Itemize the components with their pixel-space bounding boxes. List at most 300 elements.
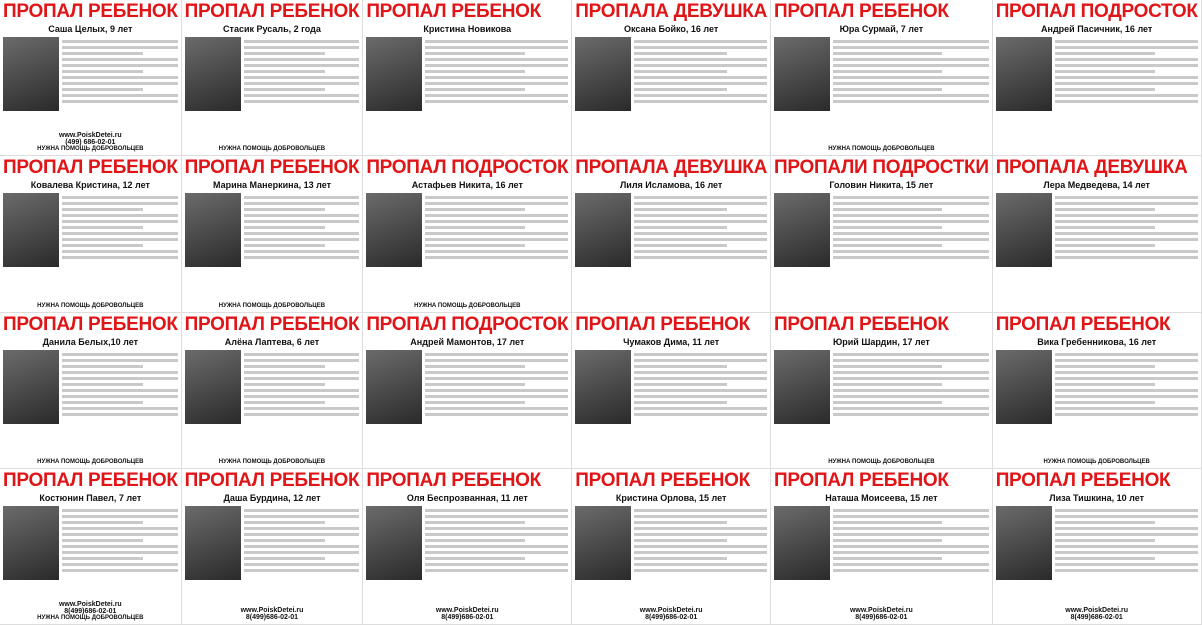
child-photo — [366, 350, 422, 424]
poster-name: Вика Гребенникова, 16 лет — [1037, 336, 1157, 347]
text-line — [833, 208, 942, 211]
poster-header: ПРОПАЛ РЕБЕНОК — [184, 469, 360, 491]
text-line — [1055, 202, 1198, 205]
child-photo — [366, 506, 422, 580]
poster-name: Кристина Новикова — [423, 24, 512, 34]
text-line — [634, 365, 727, 368]
text-line — [833, 64, 989, 67]
text-line — [634, 238, 767, 241]
text-line — [244, 377, 360, 380]
text-line — [425, 407, 568, 410]
text-line — [244, 395, 360, 398]
text-line — [244, 515, 360, 518]
poster-body — [3, 37, 178, 140]
poster-name: Стасик Русаль, 2 года — [223, 24, 321, 34]
volunteers-needed: НУЖНА ПОМОЩЬ ДОБРОВОЛЬЦЕВ — [828, 146, 935, 153]
text-line — [244, 383, 325, 386]
phone-number: 8(499)686-02-01 — [645, 614, 698, 621]
poster-body — [3, 506, 178, 606]
poster-header: ПРОПАЛ РЕБЕНОК — [575, 469, 750, 491]
text-line — [833, 250, 989, 253]
text-line — [425, 82, 568, 85]
text-line — [425, 515, 568, 518]
text-line — [62, 545, 178, 548]
text-line — [1055, 46, 1198, 49]
poster-header: ПРОПАЛ РЕБЕНОК — [184, 1, 360, 22]
text-line — [634, 214, 767, 217]
child-photo — [774, 506, 830, 580]
poster-header: ПРОПАЛ РЕБЕНОК — [184, 313, 360, 335]
text-line — [62, 46, 178, 49]
missing-poster — [363, 469, 572, 625]
site-link[interactable]: www.PoiskDetei.ru — [435, 607, 499, 614]
phone-number: 8(499)686-02-01 — [1070, 614, 1123, 621]
text-line — [833, 539, 942, 542]
poster-description — [833, 506, 989, 606]
phone-number: 8(499)686-02-01 — [441, 614, 494, 621]
poster-description — [634, 506, 767, 606]
poster-body — [575, 37, 767, 137]
text-line — [833, 232, 989, 235]
text-line — [634, 551, 767, 554]
text-line — [833, 377, 989, 380]
text-line — [634, 359, 767, 362]
text-line — [244, 521, 325, 524]
text-line — [62, 94, 178, 97]
poster-description — [62, 350, 178, 450]
text-line — [425, 509, 568, 512]
missing-poster — [993, 313, 1202, 469]
text-line — [244, 407, 360, 410]
text-line — [244, 220, 360, 223]
text-line — [62, 359, 178, 362]
text-line — [425, 353, 568, 356]
text-line — [62, 82, 178, 85]
text-line — [62, 226, 143, 229]
text-line — [425, 58, 568, 61]
poster-body — [366, 350, 568, 450]
child-photo — [185, 37, 241, 111]
text-line — [634, 232, 767, 235]
child-photo — [575, 506, 631, 580]
poster-header: ПРОПАЛ ПОДРОСТОК — [366, 157, 569, 179]
text-line — [634, 46, 767, 49]
poster-body — [575, 350, 767, 450]
text-line — [833, 563, 989, 566]
text-line — [62, 377, 178, 380]
text-line — [833, 88, 942, 91]
poster-body — [575, 193, 767, 293]
text-line — [833, 82, 989, 85]
text-line — [634, 64, 767, 67]
text-line — [634, 70, 727, 73]
text-line — [244, 557, 325, 560]
text-line — [634, 539, 727, 542]
text-line — [634, 521, 727, 524]
text-line — [1055, 353, 1198, 356]
text-line — [634, 58, 767, 61]
text-line — [244, 64, 360, 67]
text-line — [1055, 196, 1198, 199]
text-line — [425, 527, 568, 530]
poster-footer — [3, 459, 178, 465]
text-line — [62, 88, 143, 91]
poster-description — [62, 506, 178, 606]
poster-body — [996, 37, 1198, 137]
volunteers-needed: НУЖНА ПОМОЩЬ ДОБРОВОЛЬЦЕВ — [1043, 458, 1150, 465]
poster-footer — [774, 607, 989, 621]
text-line — [62, 40, 178, 43]
text-line — [425, 545, 568, 548]
site-link[interactable]: www.PoiskDetei.ru — [58, 132, 122, 140]
text-line — [1055, 563, 1198, 566]
poster-description — [244, 350, 360, 450]
text-line — [833, 401, 942, 404]
text-line — [425, 64, 568, 67]
text-line — [62, 64, 178, 67]
text-line — [634, 569, 767, 572]
missing-poster — [0, 156, 182, 312]
site-link[interactable]: www.PoiskDetei.ru — [639, 607, 703, 614]
text-line — [244, 371, 360, 374]
text-line — [425, 220, 568, 223]
text-line — [244, 563, 360, 566]
child-photo — [996, 350, 1052, 424]
missing-poster — [182, 156, 364, 312]
phone-number: (499) 686-02-01 — [65, 139, 116, 147]
text-line — [634, 545, 767, 548]
text-line — [244, 359, 360, 362]
poster-name: Костюнин Павел, 7 лет — [39, 492, 142, 503]
text-line — [1055, 407, 1198, 410]
poster-name: Алёна Лаптева, 6 лет — [224, 336, 320, 347]
poster-name: Данила Белых,10 лет — [42, 336, 139, 347]
poster-name: Лиза Тишкина, 10 лет — [1049, 492, 1145, 503]
missing-poster — [572, 156, 771, 312]
child-photo — [366, 37, 422, 111]
text-line — [62, 395, 178, 398]
text-line — [1055, 533, 1198, 536]
poster-body — [185, 37, 360, 137]
text-line — [833, 52, 942, 55]
text-line — [244, 226, 325, 229]
poster-description — [1055, 506, 1198, 606]
text-line — [62, 353, 178, 356]
text-line — [244, 208, 325, 211]
poster-name: Даша Бурдина, 12 лет — [223, 492, 321, 503]
poster-header: ПРОПАЛ РЕБЕНОК — [774, 469, 949, 491]
text-line — [1055, 214, 1198, 217]
text-line — [244, 238, 360, 241]
text-line — [62, 551, 178, 554]
text-line — [1055, 256, 1198, 259]
text-line — [62, 202, 178, 205]
text-line — [833, 545, 989, 548]
poster-header: ПРОПАЛ РЕБЕНОК — [3, 157, 178, 179]
poster-body — [366, 193, 568, 293]
poster-header: ПРОПАЛ РЕБЕНОК — [575, 313, 750, 335]
poster-header: ПРОПАЛ РЕБЕНОК — [774, 313, 949, 335]
text-line — [244, 353, 360, 356]
text-line — [634, 40, 767, 43]
missing-poster — [993, 0, 1202, 156]
child-photo — [996, 506, 1052, 580]
poster-footer — [774, 146, 989, 152]
child-photo — [185, 350, 241, 424]
text-line — [244, 232, 360, 235]
poster-name: Чумаков Дима, 11 лет — [623, 336, 720, 347]
text-line — [1055, 401, 1155, 404]
text-line — [244, 244, 325, 247]
text-line — [425, 100, 568, 103]
poster-description — [634, 350, 767, 450]
text-line — [62, 232, 178, 235]
poster-description — [425, 37, 568, 137]
text-line — [244, 401, 325, 404]
text-line — [244, 94, 360, 97]
text-line — [634, 413, 767, 416]
text-line — [62, 100, 178, 103]
text-line — [1055, 208, 1155, 211]
missing-poster — [363, 156, 572, 312]
text-line — [1055, 220, 1198, 223]
poster-header: ПРОПАЛ РЕБЕНОК — [995, 469, 1171, 491]
text-line — [425, 214, 568, 217]
volunteers-needed: НУЖНА ПОМОЩЬ ДОБРОВОЛЬЦЕВ — [828, 458, 935, 465]
missing-poster — [572, 313, 771, 469]
text-line — [833, 569, 989, 572]
volunteers-needed: НУЖНА ПОМОЩЬ ДОБРОВОЛЬЦЕВ — [218, 302, 326, 309]
volunteers-needed: НУЖНА ПОМОЩЬ ДОБРОВОЛЬЦЕВ — [37, 302, 144, 309]
poster-header: ПРОПАЛ РЕБЕНОК — [3, 313, 178, 335]
site-link[interactable]: www.PoiskDetei.ru — [849, 607, 913, 614]
missing-poster — [993, 156, 1202, 312]
text-line — [244, 551, 360, 554]
missing-poster — [993, 469, 1202, 625]
text-line — [244, 70, 325, 73]
poster-footer — [366, 607, 568, 621]
text-line — [425, 202, 568, 205]
text-line — [425, 365, 525, 368]
text-line — [1055, 70, 1155, 73]
site-link[interactable]: www.PoiskDetei.ru — [240, 607, 304, 614]
volunteers-needed: НУЖНА ПОМОЩЬ ДОБРОВОЛЬЦЕВ — [37, 458, 144, 465]
text-line — [425, 413, 568, 416]
text-line — [244, 88, 325, 91]
text-line — [244, 58, 360, 61]
text-line — [62, 58, 178, 61]
child-photo — [3, 350, 59, 424]
volunteers-needed: НУЖНА ПОМОЩЬ ДОБРОВОЛЬЦЕВ — [414, 302, 521, 309]
poster-footer — [366, 303, 568, 309]
volunteers-needed: НУЖНА ПОМОЩЬ ДОБРОВОЛЬЦЕВ — [218, 146, 326, 153]
text-line — [244, 52, 325, 55]
text-line — [62, 527, 178, 530]
poster-body — [575, 506, 767, 606]
text-line — [244, 569, 360, 572]
text-line — [634, 256, 767, 259]
poster-description — [425, 350, 568, 450]
child-photo — [575, 350, 631, 424]
text-line — [634, 515, 767, 518]
text-line — [62, 557, 143, 560]
text-line — [244, 413, 360, 416]
site-link[interactable]: www.PoiskDetei.ru — [1065, 607, 1129, 614]
text-line — [1055, 395, 1198, 398]
text-line — [425, 521, 525, 524]
text-line — [62, 413, 178, 416]
poster-description — [833, 37, 989, 137]
text-line — [833, 557, 942, 560]
text-line — [244, 202, 360, 205]
poster-header: ПРОПАЛ РЕБЕНОК — [995, 313, 1171, 335]
missing-poster — [771, 156, 993, 312]
text-line — [833, 220, 989, 223]
text-line — [1055, 539, 1155, 542]
text-line — [425, 533, 568, 536]
text-line — [833, 413, 989, 416]
missing-poster — [182, 0, 364, 156]
text-line — [1055, 52, 1155, 55]
text-line — [425, 88, 525, 91]
text-line — [425, 70, 525, 73]
text-line — [634, 52, 727, 55]
poster-name: Саша Целых, 9 лет — [48, 24, 133, 34]
child-photo — [366, 193, 422, 267]
poster-footer — [3, 303, 178, 309]
text-line — [425, 208, 525, 211]
text-line — [1055, 527, 1198, 530]
text-line — [1055, 365, 1155, 368]
text-line — [1055, 359, 1198, 362]
text-line — [244, 527, 360, 530]
text-line — [634, 509, 767, 512]
text-line — [833, 515, 989, 518]
text-line — [244, 76, 360, 79]
poster-footer — [185, 459, 360, 465]
text-line — [62, 521, 143, 524]
text-line — [1055, 569, 1198, 572]
poster-name: Ковалева Кристина, 12 лет — [30, 180, 150, 191]
text-line — [833, 395, 989, 398]
text-line — [833, 40, 989, 43]
poster-body — [774, 193, 989, 293]
poster-footer — [185, 146, 360, 152]
poster-description — [634, 193, 767, 293]
text-line — [62, 533, 178, 536]
text-line — [62, 401, 143, 404]
phone-number: 8(499)686-02-01 — [64, 608, 117, 615]
poster-description — [634, 37, 767, 137]
poster-description — [425, 506, 568, 606]
text-line — [634, 401, 727, 404]
text-line — [833, 371, 989, 374]
text-line — [634, 196, 767, 199]
poster-description — [244, 37, 360, 137]
child-photo — [3, 193, 59, 267]
volunteers-needed: НУЖНА ПОМОЩЬ ДОБРОВОЛЬЦЕВ — [218, 458, 326, 465]
text-line — [244, 214, 360, 217]
text-line — [425, 539, 525, 542]
text-line — [634, 371, 767, 374]
text-line — [425, 551, 568, 554]
text-line — [425, 40, 568, 43]
poster-body — [366, 37, 568, 137]
poster-name: Андрей Мамонтов, 17 лет — [410, 336, 525, 347]
text-line — [1055, 521, 1155, 524]
text-line — [1055, 82, 1198, 85]
volunteers-needed: НУЖНА ПОМОЩЬ ДОБРОВОЛЬЦЕВ — [37, 615, 144, 621]
text-line — [833, 238, 989, 241]
text-line — [425, 250, 568, 253]
missing-poster — [771, 469, 993, 625]
text-line — [634, 244, 727, 247]
text-line — [425, 359, 568, 362]
text-line — [634, 377, 767, 380]
text-line — [1055, 250, 1198, 253]
site-link[interactable]: www.PoiskDetei.ru — [58, 601, 122, 608]
text-line — [1055, 383, 1155, 386]
text-line — [1055, 76, 1198, 79]
poster-header: ПРОПАЛА ДЕВУШКА — [575, 1, 768, 22]
poster-body — [366, 506, 568, 606]
poster-name: Андрей Пасичник, 16 лет — [1041, 24, 1153, 34]
poster-body — [3, 193, 178, 293]
poster-name: Головин Никита, 15 лет — [829, 180, 934, 191]
text-line — [833, 76, 989, 79]
poster-description — [62, 193, 178, 293]
text-line — [634, 88, 727, 91]
poster-header: ПРОПАЛ РЕБЕНОК — [184, 157, 360, 179]
poster-description — [1055, 37, 1198, 137]
text-line — [62, 383, 143, 386]
text-line — [634, 407, 767, 410]
poster-name: Наташа Моисеева, 15 лет — [825, 492, 938, 503]
text-line — [425, 389, 568, 392]
text-line — [634, 76, 767, 79]
text-line — [1055, 509, 1198, 512]
poster-header: ПРОПАЛ РЕБЕНОК — [3, 469, 178, 491]
text-line — [244, 533, 360, 536]
text-line — [425, 256, 568, 259]
child-photo — [774, 350, 830, 424]
text-line — [62, 70, 143, 73]
child-photo — [185, 193, 241, 267]
poster-header: ПРОПАЛА ДЕВУШКА — [575, 157, 768, 179]
text-line — [425, 232, 568, 235]
text-line — [425, 244, 525, 247]
child-photo — [996, 37, 1052, 111]
poster-name: Астафьев Никита, 16 лет — [411, 180, 523, 191]
text-line — [425, 401, 525, 404]
text-line — [833, 521, 942, 524]
text-line — [833, 58, 989, 61]
text-line — [1055, 371, 1198, 374]
text-line — [1055, 238, 1198, 241]
text-line — [634, 208, 727, 211]
text-line — [634, 226, 727, 229]
text-line — [1055, 515, 1198, 518]
text-line — [425, 395, 568, 398]
text-line — [1055, 100, 1198, 103]
text-line — [634, 82, 767, 85]
poster-header: ПРОПАЛ РЕБЕНОК — [3, 1, 178, 22]
text-line — [1055, 226, 1155, 229]
missing-poster — [363, 313, 572, 469]
poster-footer — [996, 459, 1198, 465]
text-line — [833, 389, 989, 392]
poster-header: ПРОПАЛ ПОДРОСТОК — [366, 313, 569, 335]
